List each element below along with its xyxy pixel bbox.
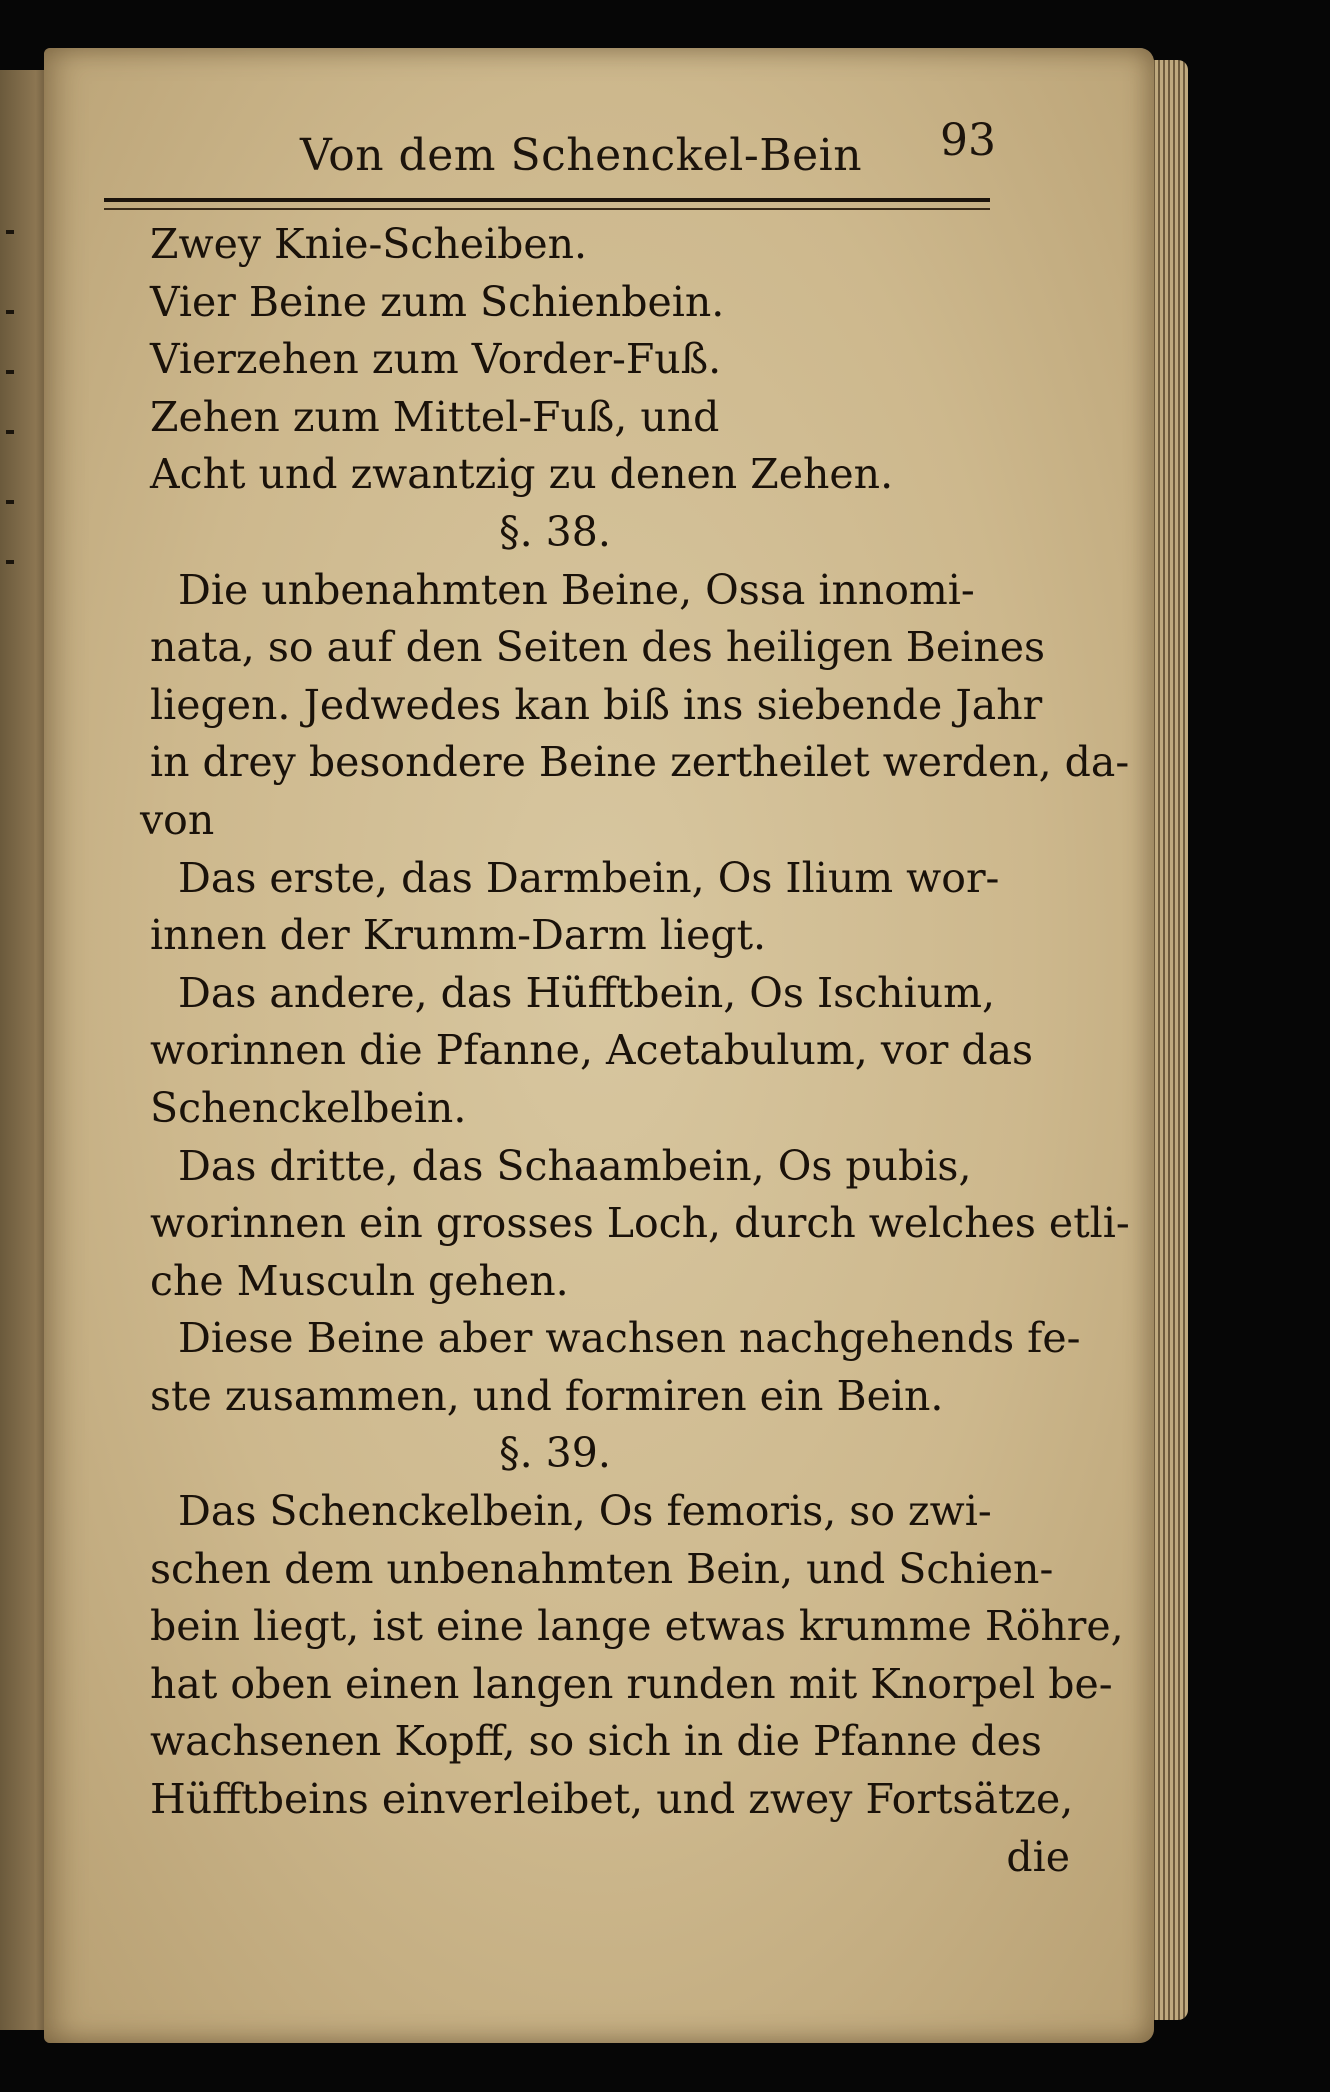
bleed-mark (6, 370, 14, 374)
page-number: 93 (940, 115, 996, 166)
text-line: schen dem unbenahmten Bein, und Schien- (150, 1544, 1054, 1593)
text-line: nata, so auf den Seiten des heiligen Beines (150, 623, 1045, 672)
text-line: Vier Beine zum Schienbein. (150, 277, 725, 326)
text-line: Die unbenahmten Beine, Ossa innomi- (178, 565, 975, 614)
running-title: Von dem Schenckel-Bein (300, 130, 863, 181)
text-line: worinnen die Pfanne, Acetabulum, vor das (150, 1026, 1034, 1075)
section-heading: §. 39. (499, 1429, 611, 1478)
text-line: Das Schenckelbein, Os femoris, so zwi- (178, 1487, 992, 1536)
page-stack-edge (1150, 60, 1188, 2020)
text-line: innen der Krumm-Darm liegt. (150, 911, 767, 960)
text-line: bein liegt, ist eine lange etwas krumme Röhre, (150, 1602, 1124, 1651)
bleed-mark (6, 430, 14, 434)
header-rule-thin (104, 208, 990, 210)
page-body-text (140, 216, 1130, 1886)
text-line: von (140, 795, 215, 844)
text-line: Das dritte, das Schaambein, Os pubis, (178, 1141, 972, 1190)
bleed-mark (6, 500, 14, 504)
text-line: Diese Beine aber wachsen nachgehends fe- (178, 1314, 1081, 1363)
text-line: hat oben einen langen runden mit Knorpel be- (150, 1659, 1113, 1708)
text-line: che Musculn gehen. (150, 1256, 569, 1305)
text-line: Das andere, das Hüfftbein, Os Ischium, (178, 968, 996, 1017)
text-line: Vierzehen zum Vorder-Fuß. (150, 335, 722, 384)
text-line: Zehen zum Mittel-Fuß, und (150, 392, 720, 441)
text-line: liegen. Jedwedes kan biß ins siebende Jahr (150, 680, 1043, 729)
bleed-mark (6, 230, 14, 234)
bleed-mark (6, 310, 14, 314)
text-line: wachsenen Kopff, so sich in die Pfanne des (150, 1717, 1042, 1766)
text-line: Schenckelbein. (150, 1083, 467, 1132)
text-line: worinnen ein grosses Loch, durch welches etli- (150, 1199, 1130, 1248)
text-line: Acht und zwantzig zu denen Zehen. (150, 450, 894, 499)
header-rule (104, 198, 990, 202)
bleed-mark (6, 560, 14, 564)
text-line: Das erste, das Darmbein, Os Ilium wor- (178, 853, 1000, 902)
text-line: ste zusammen, und formiren ein Bein. (150, 1371, 944, 1420)
text-line: Zwey Knie-Scheiben. (150, 220, 588, 268)
text-line: Hüfftbeins einverleibet, und zwey Fortsätze, (150, 1775, 1074, 1824)
text-line: in drey besondere Beine zertheilet werden, da- (150, 738, 1130, 787)
catchword: die (1006, 1832, 1070, 1881)
section-heading: §. 38. (499, 507, 611, 556)
